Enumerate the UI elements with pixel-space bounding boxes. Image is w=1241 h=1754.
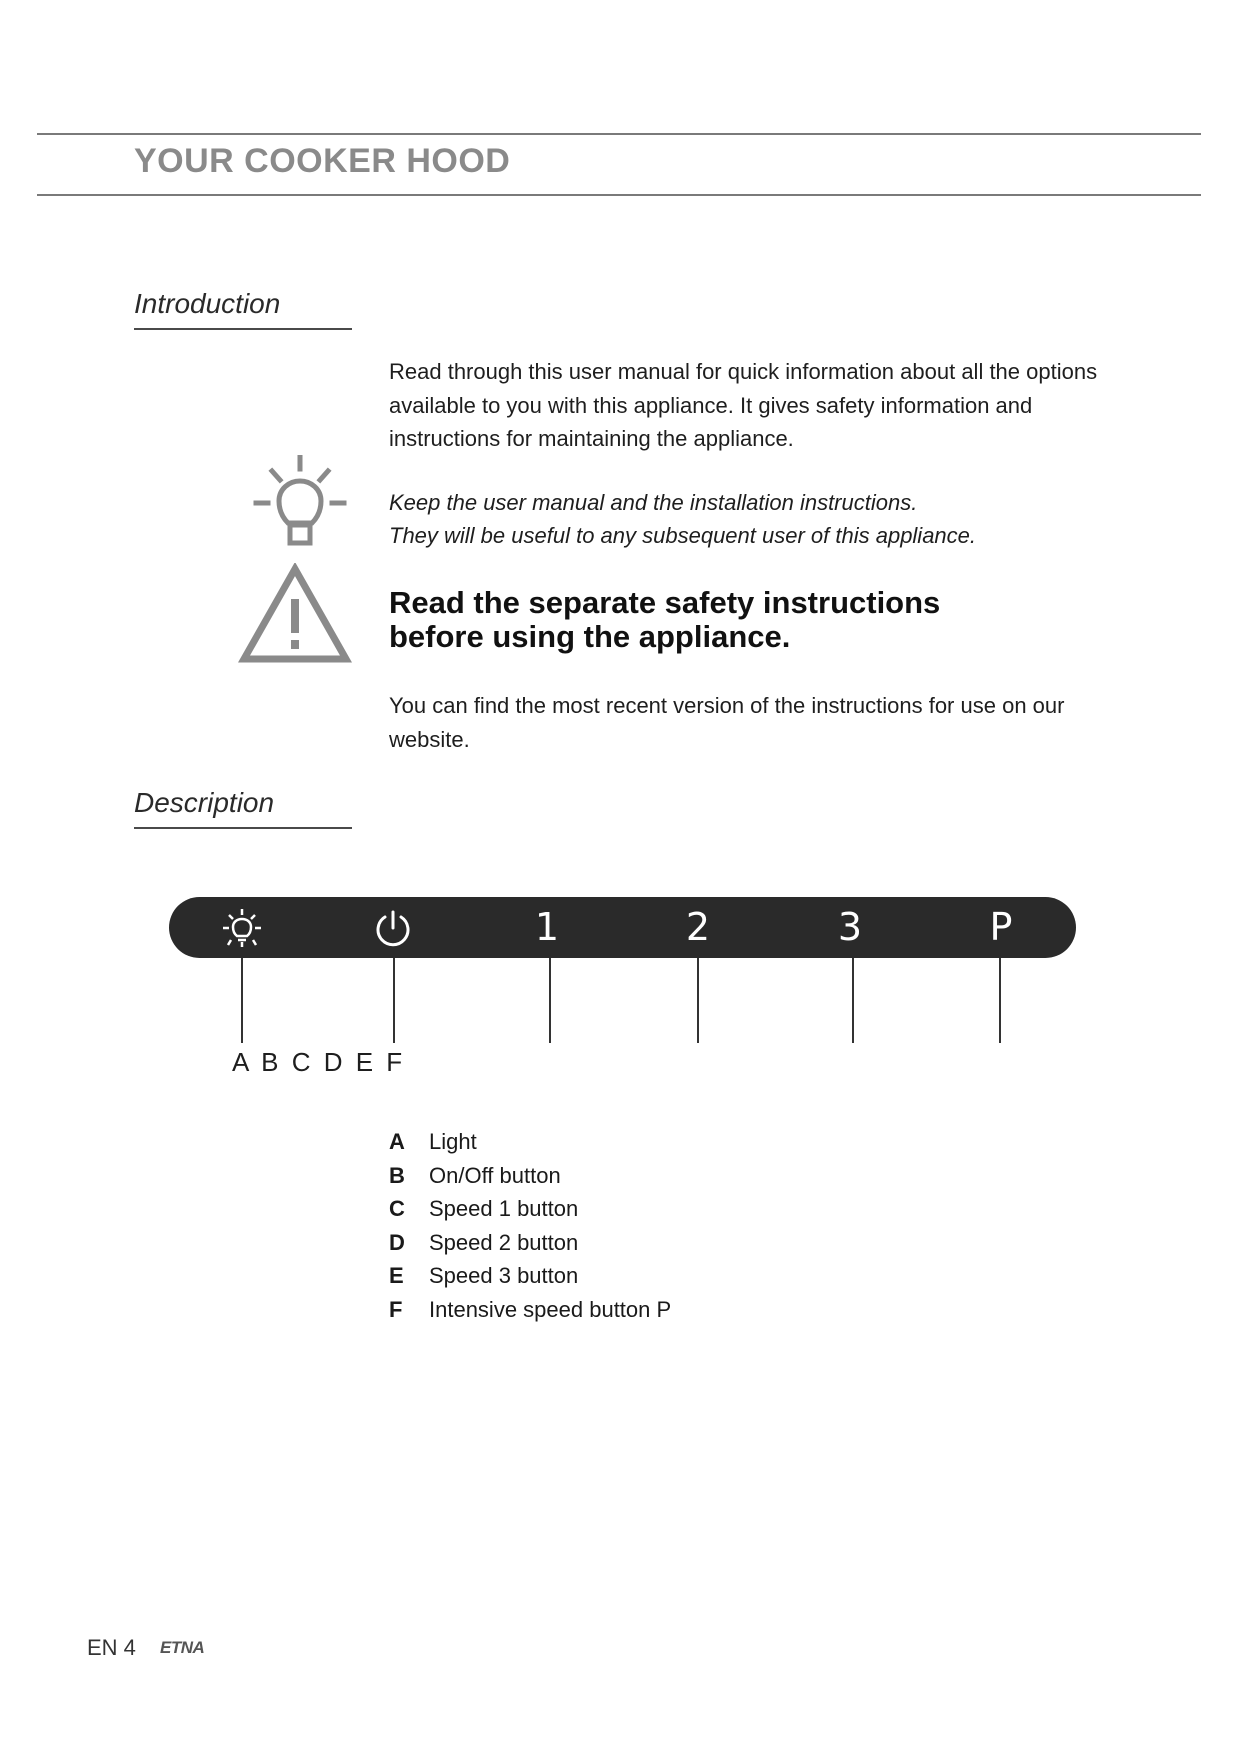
- callout-line-a: [241, 958, 243, 1043]
- safety-warning-line-2: before using the appliance.: [389, 619, 791, 654]
- callout-line-c: [549, 958, 551, 1043]
- callout-line-d: [697, 958, 699, 1043]
- panel-light-icon: [221, 907, 263, 949]
- description-underline: [134, 827, 352, 829]
- legend-label: Speed 1 button: [429, 1196, 579, 1222]
- safety-warning-line-1: Read the separate safety instructions: [389, 585, 941, 620]
- legend-item: [389, 1159, 671, 1193]
- legend-key: C: [389, 1196, 405, 1222]
- legend-item: [389, 1226, 671, 1260]
- callout-letters: A B C D E F: [232, 1047, 406, 1077]
- etna-logo: ETNA: [160, 1638, 205, 1657]
- legend-key: B: [389, 1162, 405, 1188]
- tip-line-2: They will be useful to any subsequent user of this appliance.: [389, 523, 977, 548]
- lightbulb-icon: [252, 455, 348, 555]
- callout-line-e: [852, 958, 854, 1043]
- tip-line-1: Keep the user manual and the installation instructions.: [389, 490, 918, 515]
- callout-line-f: [999, 958, 1001, 1043]
- header-bottom-rule: [37, 194, 1201, 196]
- panel-speed-1-label: 1: [534, 905, 560, 949]
- introduction-heading: Introduction: [134, 288, 281, 319]
- introduction-underline: [134, 328, 352, 330]
- control-panel: [169, 897, 1076, 958]
- description-heading: Description: [134, 787, 275, 818]
- legend-item: [389, 1293, 671, 1327]
- legend-item: [389, 1125, 671, 1159]
- panel-power-icon: [373, 908, 413, 948]
- panel-speed-3-label: 3: [837, 905, 863, 949]
- legend-label: Light: [429, 1129, 477, 1154]
- website-note: You can find the most recent version of the instructions for use on our website.: [389, 693, 1065, 752]
- legend-label: On/Off button: [429, 1162, 561, 1188]
- legend-key: F: [389, 1296, 403, 1322]
- legend-list: [389, 1125, 671, 1327]
- callout-line-b: [393, 958, 395, 1043]
- warning-triangle-icon: [238, 563, 352, 665]
- legend-key: E: [389, 1263, 404, 1289]
- header-top-rule: [37, 133, 1201, 135]
- page-title: YOUR COOKER HOOD: [134, 142, 511, 180]
- legend-label: Speed 2 button: [429, 1229, 579, 1255]
- legend-key: A: [389, 1129, 405, 1154]
- legend-label: Speed 3 button: [429, 1263, 579, 1289]
- page-number: EN 4: [87, 1635, 136, 1660]
- legend-item: [389, 1259, 671, 1293]
- introduction-paragraph: Read through this user manual for quick information about all the options available to you with this appliance. It gives safety information and instructions for maintaining the appliance.: [389, 359, 1098, 451]
- panel-speed-2-label: 2: [685, 905, 711, 949]
- panel-intensive-label: P: [989, 905, 1013, 949]
- legend-item: [389, 1192, 671, 1226]
- legend-label: Intensive speed button P: [429, 1296, 672, 1322]
- legend-key: D: [389, 1229, 405, 1255]
